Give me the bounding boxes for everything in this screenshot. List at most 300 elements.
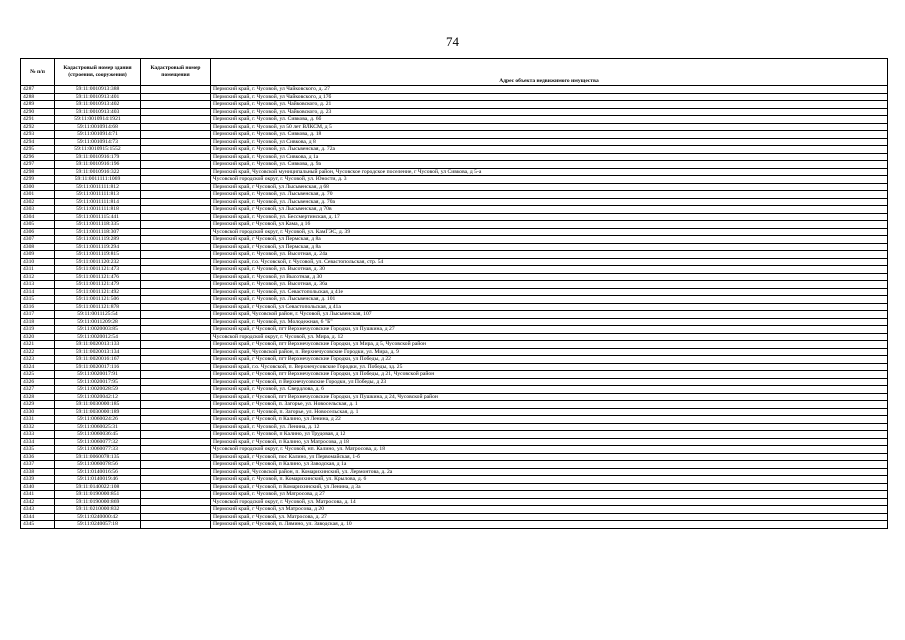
row-number: 4313: [21, 281, 55, 289]
building-cadastral-number: 59:11:0011121:473: [55, 266, 141, 274]
property-address: Пермский край, г. Чусовой, ул Чайковского, д. 27: [211, 86, 888, 94]
table-row: [21, 506, 888, 514]
building-cadastral-number: 59:11:0190000:851: [55, 491, 141, 499]
property-address: Пермский край, Чусовской район, п. Комарихинский, ул. Лермонтова, д. 2а: [211, 468, 888, 476]
building-cadastral-number: 59:11:0011118:335: [55, 221, 141, 229]
room-cadastral-number: [141, 363, 211, 371]
table-row: [21, 221, 888, 229]
property-address: Пермский край, г Чусовой, ул Матросова, д 20: [211, 506, 888, 514]
building-cadastral-number: 59:11:0060078:56: [55, 461, 141, 469]
table-row: [21, 176, 888, 184]
row-number: 4297: [21, 161, 55, 169]
table-row: [21, 326, 888, 334]
room-cadastral-number: [141, 371, 211, 379]
property-address: Пермский край, г. Чусовой, ул. Высотная, д. 30: [211, 266, 888, 274]
row-number: 4326: [21, 378, 55, 386]
table-row: [21, 446, 888, 454]
property-address: Пермский край, г. Чусовой, ул. Чайковского, д. 23: [211, 108, 888, 116]
building-cadastral-number: 59:11:0030000:185: [55, 401, 141, 409]
building-cadastral-number: 59:11:0010913:403: [55, 108, 141, 116]
header-building-cadastral: Кадастровый номер здания (строения, сооружения): [55, 59, 141, 86]
property-address: Пермский край, г Чусовой, пгт Верхнечусовские Городки, ул Победы, д 21, Чусовской район: [211, 371, 888, 379]
header-room-cadastral: Кадастровый номер помещения: [141, 59, 211, 86]
property-address: Пермский край, г Чусовой, ул Кама, д 16: [211, 221, 888, 229]
table-row: [21, 101, 888, 109]
property-address: Пермский край, г. Чусовой, ул. Высотная, д. 24а: [211, 251, 888, 259]
row-number: 4325: [21, 371, 55, 379]
room-cadastral-number: [141, 266, 211, 274]
room-cadastral-number: [141, 281, 211, 289]
property-address: Пермский край, г. Чусовой, п. Загорье, ул. Новосельская, д. 1: [211, 408, 888, 416]
row-number: 4298: [21, 168, 55, 176]
room-cadastral-number: [141, 213, 211, 221]
building-cadastral-number: 59:11:0011120:232: [55, 258, 141, 266]
room-cadastral-number: [141, 131, 211, 139]
building-cadastral-number: 59:11:0030000:189: [55, 408, 141, 416]
table-row: [21, 453, 888, 461]
property-address: Пермский край, г Чусовой, пгт Верхнечусовские Городки, ул Мира, д 5, Чусовской район: [211, 341, 888, 349]
room-cadastral-number: [141, 221, 211, 229]
row-number: 4291: [21, 116, 55, 124]
room-cadastral-number: [141, 423, 211, 431]
table-row: [21, 386, 888, 394]
room-cadastral-number: [141, 416, 211, 424]
building-cadastral-number: 59:11:0240057:18: [55, 521, 141, 529]
row-number: 4338: [21, 468, 55, 476]
row-number: 4328: [21, 393, 55, 401]
property-address: Чусовской городской округ, г. Чусовой, ул. Мира, д. 12: [211, 333, 888, 341]
property-address: Пермский край, г Чусовой, п Калино, ул Ленина, д 22: [211, 416, 888, 424]
building-cadastral-number: 59:11:0010914:71: [55, 131, 141, 139]
property-address: Пермский край, г. Чусовой, ул. Лысьвенская, д. 101: [211, 296, 888, 304]
property-address: Пермский край, г. Чусовой, ул Сивкова, д 1а: [211, 153, 888, 161]
row-number: 4311: [21, 266, 55, 274]
header-spacer: [211, 59, 888, 79]
property-address: Пермский край, г. Чусовой, п. Комарихинский, ул. Крылова, д. 6: [211, 476, 888, 484]
property-address: Пермский край, г Чусовой, ул Севастопольская, д 41а: [211, 303, 888, 311]
row-number: 4339: [21, 476, 55, 484]
table-row: [21, 318, 888, 326]
table-row: [21, 296, 888, 304]
property-address: Пермский край, г. Чусовой, ул Чайковского, д 17б: [211, 93, 888, 101]
table-row: [21, 401, 888, 409]
row-number: 4309: [21, 251, 55, 259]
table-row: [21, 356, 888, 364]
table-body: [21, 86, 888, 529]
table-row: [21, 408, 888, 416]
table-row: [21, 393, 888, 401]
property-address: Пермский край, г. Чусовой, ул. Чайковского, д. 21: [211, 101, 888, 109]
row-number: 4293: [21, 131, 55, 139]
row-number: 4341: [21, 491, 55, 499]
room-cadastral-number: [141, 333, 211, 341]
building-cadastral-number: 59:11:0020042:12: [55, 393, 141, 401]
row-number: 4301: [21, 191, 55, 199]
room-cadastral-number: [141, 446, 211, 454]
table-row: [21, 86, 888, 94]
row-number: 4307: [21, 236, 55, 244]
row-number: 4335: [21, 446, 55, 454]
table-row: [21, 258, 888, 266]
room-cadastral-number: [141, 498, 211, 506]
header-address: Адрес объекта недвижимого имущества: [211, 78, 888, 86]
row-number: 4299: [21, 176, 55, 184]
room-cadastral-number: [141, 108, 211, 116]
row-number: 4337: [21, 461, 55, 469]
building-cadastral-number: 59:11:0010914:1921: [55, 116, 141, 124]
table-row: [21, 378, 888, 386]
table-row: [21, 266, 888, 274]
table-row: [21, 131, 888, 139]
table-row: [21, 498, 888, 506]
building-cadastral-number: 59:11:0011209:28: [55, 318, 141, 326]
room-cadastral-number: [141, 93, 211, 101]
building-cadastral-number: 59:11:0210000:832: [55, 506, 141, 514]
row-number: 4315: [21, 296, 55, 304]
property-address: Пермский край, г Чусовой, ул Лысьвенская, д 70в: [211, 206, 888, 214]
property-address: Пермский край, г. Чусовой, ул. Лысьвенская, д. 70а: [211, 198, 888, 206]
row-number: 4295: [21, 146, 55, 154]
table-row: [21, 108, 888, 116]
room-cadastral-number: [141, 453, 211, 461]
row-number: 4318: [21, 318, 55, 326]
room-cadastral-number: [141, 356, 211, 364]
property-address: Чусовской городской округ, г. Чусовой, нп. Калино, ул. Матросова, д. 18: [211, 446, 888, 454]
table-row: [21, 153, 888, 161]
room-cadastral-number: [141, 258, 211, 266]
room-cadastral-number: [141, 161, 211, 169]
room-cadastral-number: [141, 378, 211, 386]
property-address: Пермский край, Чусовской муниципальный район, Чусовское городское поселение, г Чусовой, ул Сивкова, д 5-а: [211, 168, 888, 176]
table-row: [21, 513, 888, 521]
building-cadastral-number: 59:11:0020017:95: [55, 378, 141, 386]
table-row: [21, 311, 888, 319]
room-cadastral-number: [141, 296, 211, 304]
row-number: 4314: [21, 288, 55, 296]
row-number: 4294: [21, 138, 55, 146]
property-address: Пермский край, Чусовской район, г. Чусовой, ул Лысьвенская, 107: [211, 311, 888, 319]
room-cadastral-number: [141, 476, 211, 484]
building-cadastral-number: 59:11:0140019:46: [55, 476, 141, 484]
room-cadastral-number: [141, 243, 211, 251]
building-cadastral-number: 59:11:0011121:492: [55, 288, 141, 296]
building-cadastral-number: 59:11:0011111:814: [55, 198, 141, 206]
room-cadastral-number: [141, 168, 211, 176]
property-address: Пермский край, г. Чусовой, ул. Бессмертинская, д. 17: [211, 213, 888, 221]
table-row: [21, 438, 888, 446]
building-cadastral-number: 59:11:0011125:54: [55, 311, 141, 319]
property-address: Пермский край, г. Чусовой, ул. Сивкова, д. 9а: [211, 161, 888, 169]
table-row: [21, 333, 888, 341]
building-cadastral-number: 59:11:0010914:68: [55, 123, 141, 131]
property-address: Пермский край, г.о. Чусовской, г. Чусовой, ул. Севастопольская, стр. 54: [211, 258, 888, 266]
room-cadastral-number: [141, 191, 211, 199]
property-address: Пермский край, г Чусовой, ул Пермская, д 8а: [211, 236, 888, 244]
property-address: Пермский край, г.о. Чусовской, п. Верхнечусовские Городки, ул. Победы, зд. 25: [211, 363, 888, 371]
table-row: [21, 303, 888, 311]
table-row: [21, 461, 888, 469]
room-cadastral-number: [141, 153, 211, 161]
room-cadastral-number: [141, 431, 211, 439]
row-number: 4302: [21, 198, 55, 206]
row-number: 4343: [21, 506, 55, 514]
table-row: [21, 423, 888, 431]
building-cadastral-number: 59:11:0010916:179: [55, 153, 141, 161]
property-address: Пермский край, г. Чусовой, ул Матросова, д 27: [211, 491, 888, 499]
table-row: [21, 468, 888, 476]
row-number: 4323: [21, 356, 55, 364]
row-number: 4312: [21, 273, 55, 281]
table-row: [21, 521, 888, 529]
row-number: 4303: [21, 206, 55, 214]
row-number: 4300: [21, 183, 55, 191]
building-cadastral-number: 59:11:0010916:322: [55, 168, 141, 176]
room-cadastral-number: [141, 386, 211, 394]
row-number: 4288: [21, 93, 55, 101]
table-row: [21, 371, 888, 379]
property-address: Пермский край, г. Чусовой, ул. Лысьвенская, д. 72а: [211, 146, 888, 154]
property-address: Пермский край, г Чусовой, пос Калино, ул Первомайская, 1-б: [211, 453, 888, 461]
room-cadastral-number: [141, 228, 211, 236]
building-cadastral-number: 59:11:0011121:476: [55, 273, 141, 281]
property-address: Пермский край, г Чусовой, п Верхнечусовские Городки, ул Победы, д 23: [211, 378, 888, 386]
room-cadastral-number: [141, 146, 211, 154]
table-row: [21, 236, 888, 244]
room-cadastral-number: [141, 86, 211, 94]
table-row: [21, 146, 888, 154]
building-cadastral-number: 59:11:0020013:134: [55, 348, 141, 356]
property-address: Пермский край, г. Чусовой, ул. Сивкова, д. 18: [211, 131, 888, 139]
property-address: Пермский край, г Чусовой, п Комарихинский, ул Ленина, д 3а: [211, 483, 888, 491]
room-cadastral-number: [141, 491, 211, 499]
row-number: 4316: [21, 303, 55, 311]
row-number: 4327: [21, 386, 55, 394]
table-row: [21, 416, 888, 424]
table-row: [21, 228, 888, 236]
property-address: Пермский край, г. Чусовой, ул. Сивкова, д. 6б: [211, 116, 888, 124]
table-row: [21, 348, 888, 356]
property-address: Пермский край, г. Чусовой, ул. Молодежная, 6 "Б": [211, 318, 888, 326]
table-row: [21, 491, 888, 499]
building-cadastral-number: 59:11:0011111:818: [55, 206, 141, 214]
property-address: Пермский край, г Чусовой, п Калино, ул Матросова, д 18: [211, 438, 888, 446]
row-number: 4334: [21, 438, 55, 446]
page-number: 74: [446, 34, 459, 49]
table-row: [21, 281, 888, 289]
building-cadastral-number: 59:11:0011111:1069: [55, 176, 141, 184]
building-cadastral-number: 59:11:0011121:479: [55, 281, 141, 289]
table-row: [21, 213, 888, 221]
row-number: 4289: [21, 101, 55, 109]
room-cadastral-number: [141, 303, 211, 311]
property-register-table: [20, 58, 888, 529]
building-cadastral-number: 59:11:0010913:388: [55, 86, 141, 94]
room-cadastral-number: [141, 251, 211, 259]
header-num: № п/п: [21, 59, 55, 86]
building-cadastral-number: 59:11:0060077:33: [55, 446, 141, 454]
building-cadastral-number: 59:11:0020016:167: [55, 356, 141, 364]
property-address: Пермский край, г. Чусовой, п Калино, ул Трудовая, д 12: [211, 431, 888, 439]
property-address: Чусовской городской округ, г. Чусовой, ул. КамГЭС, д. 39: [211, 228, 888, 236]
building-cadastral-number: 59:11:0010914:73: [55, 138, 141, 146]
room-cadastral-number: [141, 326, 211, 334]
building-cadastral-number: 59:11:0011119:294: [55, 243, 141, 251]
row-number: 4333: [21, 431, 55, 439]
building-cadastral-number: 59:11:0140022:108: [55, 483, 141, 491]
building-cadastral-number: 59:11:0010916:196: [55, 161, 141, 169]
building-cadastral-number: 59:11:0020012:54: [55, 333, 141, 341]
room-cadastral-number: [141, 198, 211, 206]
room-cadastral-number: [141, 513, 211, 521]
building-cadastral-number: 59:11:0011115:441: [55, 213, 141, 221]
building-cadastral-number: 59:11:0190000:869: [55, 498, 141, 506]
property-address: Пермский край, г Чусовой, ул Лысьвенская, д 68: [211, 183, 888, 191]
row-number: 4308: [21, 243, 55, 251]
table-row: [21, 138, 888, 146]
building-cadastral-number: 59:11:0060036:45: [55, 431, 141, 439]
table-row: [21, 483, 888, 491]
room-cadastral-number: [141, 288, 211, 296]
row-number: 4329: [21, 401, 55, 409]
room-cadastral-number: [141, 468, 211, 476]
property-address: Пермский край, г Чусовой, пгт Верхнечусовские Городки, ул Пушкина, д 24, Чусовской район: [211, 393, 888, 401]
building-cadastral-number: 59:11:0011111:812: [55, 183, 141, 191]
building-cadastral-number: 59:11:0060078:135: [55, 453, 141, 461]
table-row: [21, 341, 888, 349]
building-cadastral-number: 59:11:0240000:42: [55, 513, 141, 521]
row-number: 4310: [21, 258, 55, 266]
room-cadastral-number: [141, 483, 211, 491]
row-number: 4330: [21, 408, 55, 416]
row-number: 4292: [21, 123, 55, 131]
building-cadastral-number: 59:11:0020017:91: [55, 371, 141, 379]
row-number: 4322: [21, 348, 55, 356]
table-row: [21, 243, 888, 251]
table-row: [21, 161, 888, 169]
building-cadastral-number: 59:11:0060024:26: [55, 416, 141, 424]
room-cadastral-number: [141, 461, 211, 469]
table-row: [21, 363, 888, 371]
property-address: Пермский край, г. Чусовой, ул Высотная, д 30: [211, 273, 888, 281]
table-row: [21, 93, 888, 101]
row-number: 4336: [21, 453, 55, 461]
room-cadastral-number: [141, 341, 211, 349]
building-cadastral-number: 59:11:0011119:815: [55, 251, 141, 259]
row-number: 4340: [21, 483, 55, 491]
room-cadastral-number: [141, 408, 211, 416]
building-cadastral-number: 59:11:0011119:289: [55, 236, 141, 244]
row-number: 4304: [21, 213, 55, 221]
room-cadastral-number: [141, 273, 211, 281]
property-address: Пермский край, г. Чусовой, ул 50 лет ВЛКСМ, д 5: [211, 123, 888, 131]
room-cadastral-number: [141, 176, 211, 184]
building-cadastral-number: 59:11:0020013:133: [55, 341, 141, 349]
room-cadastral-number: [141, 311, 211, 319]
property-address: Пермский край, г. Чусовой, ул. Севастопольская, д 41е: [211, 288, 888, 296]
room-cadastral-number: [141, 401, 211, 409]
row-number: 4331: [21, 416, 55, 424]
property-address: Чусовской городской округ, г. Чусовой, ул. Матросова, д. 14: [211, 498, 888, 506]
building-cadastral-number: 59:11:0011111:813: [55, 191, 141, 199]
table-row: [21, 123, 888, 131]
room-cadastral-number: [141, 236, 211, 244]
row-number: 4306: [21, 228, 55, 236]
table-row: [21, 183, 888, 191]
table-row: [21, 476, 888, 484]
property-address: Пермский край, г Чусовой, п. Лямино, ул. Заводская, д. 10: [211, 521, 888, 529]
table-row: [21, 198, 888, 206]
property-address: Пермский край, г. Чусовой, ул. Свердлова, д. 6: [211, 386, 888, 394]
table-row: [21, 168, 888, 176]
building-cadastral-number: 59:11:0020003:85: [55, 326, 141, 334]
room-cadastral-number: [141, 438, 211, 446]
building-cadastral-number: 59:11:0011121:506: [55, 296, 141, 304]
building-cadastral-number: 59:11:0060077:32: [55, 438, 141, 446]
property-address: Пермский край, г Чусовой, п Калино, ул Заводская, д 1а: [211, 461, 888, 469]
row-number: 4317: [21, 311, 55, 319]
property-address: Пермский край, г Чусовой, ул Пермская, д 8а: [211, 243, 888, 251]
building-cadastral-number: 59:11:0060025:31: [55, 423, 141, 431]
room-cadastral-number: [141, 506, 211, 514]
building-cadastral-number: 59:11:0011118:307: [55, 228, 141, 236]
table-row: [21, 251, 888, 259]
room-cadastral-number: [141, 101, 211, 109]
property-address: Пермский край, Чусовской район, п. Верхнечусовские Городки, ул. Мира, д. 9: [211, 348, 888, 356]
table-row: [21, 288, 888, 296]
table-row: [21, 273, 888, 281]
building-cadastral-number: 59:11:0010913:402: [55, 101, 141, 109]
room-cadastral-number: [141, 521, 211, 529]
room-cadastral-number: [141, 318, 211, 326]
building-cadastral-number: 59:11:0010915:1552: [55, 146, 141, 154]
property-address: Пермский край, г Чусовой, ул. Матросова, д. 27: [211, 513, 888, 521]
room-cadastral-number: [141, 393, 211, 401]
row-number: 4287: [21, 86, 55, 94]
table-row: [21, 116, 888, 124]
room-cadastral-number: [141, 116, 211, 124]
row-number: 4319: [21, 326, 55, 334]
building-cadastral-number: 59:11:0140016:56: [55, 468, 141, 476]
row-number: 4345: [21, 521, 55, 529]
table-row: [21, 206, 888, 214]
building-cadastral-number: 59:11:0010913:401: [55, 93, 141, 101]
property-address: Пермский край, г Чусовой, пгт Верхнечусовские Городки, ул Победы, д 22: [211, 356, 888, 364]
property-address: Пермский край, г. Чусовой, ул. Лысьвенская, д. 70: [211, 191, 888, 199]
property-address: Пермский край, г. Чусовой, ул. Высотная, д. 36а: [211, 281, 888, 289]
room-cadastral-number: [141, 123, 211, 131]
room-cadastral-number: [141, 348, 211, 356]
row-number: 4296: [21, 153, 55, 161]
row-number: 4342: [21, 498, 55, 506]
row-number: 4344: [21, 513, 55, 521]
row-number: 4324: [21, 363, 55, 371]
room-cadastral-number: [141, 138, 211, 146]
row-number: 4305: [21, 221, 55, 229]
property-address: Пермский край, г Чусовой, пгт Верхнечусовские Городки, ул Пушкина, д 27: [211, 326, 888, 334]
building-cadastral-number: 59:11:0020017:116: [55, 363, 141, 371]
row-number: 4321: [21, 341, 55, 349]
property-address: Чусовской городской округ, г. Чусовой, ул. Юности, д. 3: [211, 176, 888, 184]
room-cadastral-number: [141, 206, 211, 214]
building-cadastral-number: 59:11:0020028:59: [55, 386, 141, 394]
room-cadastral-number: [141, 183, 211, 191]
row-number: 4290: [21, 108, 55, 116]
row-number: 4332: [21, 423, 55, 431]
building-cadastral-number: 59:11:0011121:878: [55, 303, 141, 311]
property-address: Пермский край, г. Чусовой, ул Сивкова, д 8: [211, 138, 888, 146]
row-number: 4320: [21, 333, 55, 341]
table-row: [21, 431, 888, 439]
